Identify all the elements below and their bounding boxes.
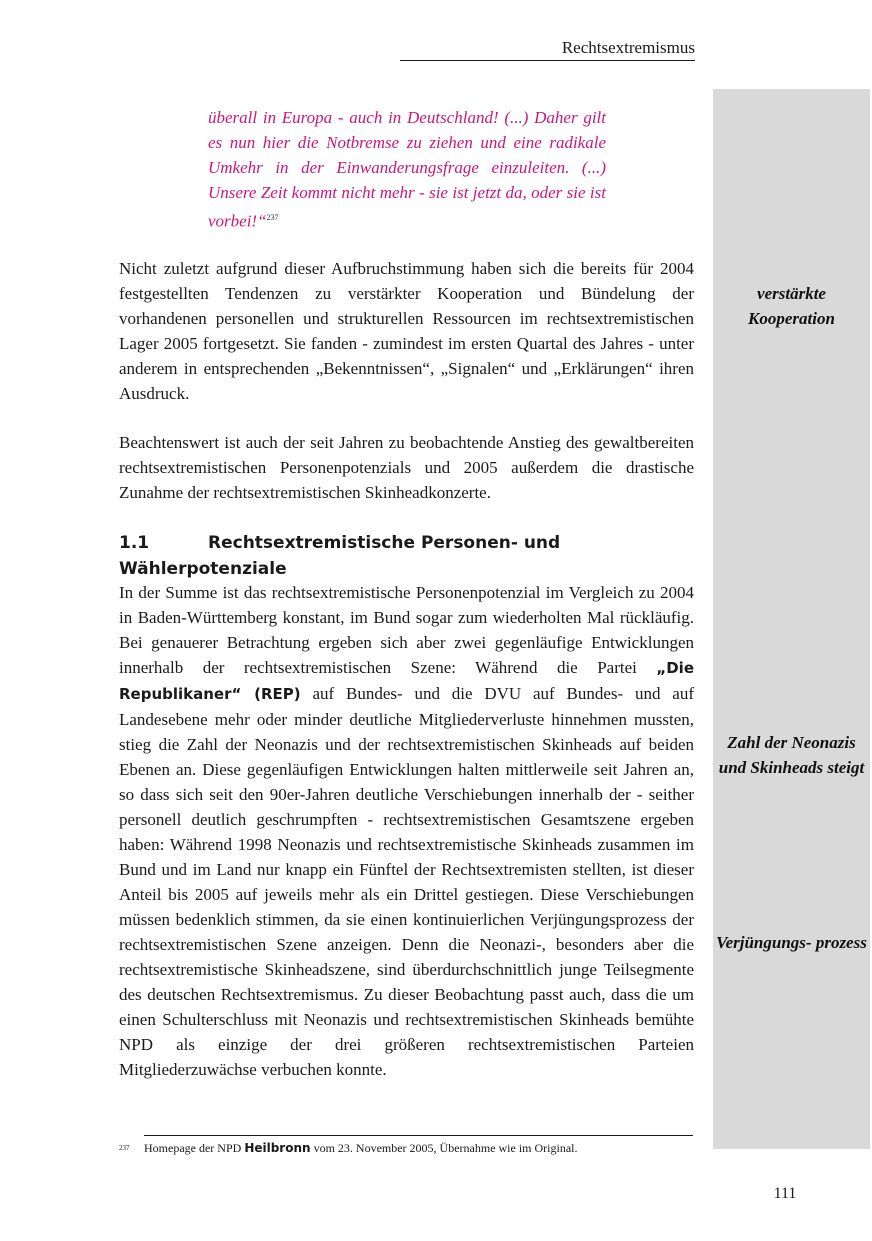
block-quote [208, 105, 606, 234]
page-number: 111 [773, 1185, 797, 1202]
footnote-divider [144, 1135, 693, 1136]
party-name-rep: „Die Republikaner“ (REP) [119, 659, 694, 703]
footnote-number: 237 [119, 1144, 130, 1152]
quote-footnote-ref: 237 [266, 213, 279, 222]
running-header [400, 36, 695, 61]
section-title: Rechtsextremistische Personen- und Wählerpotenziale [119, 533, 561, 579]
margin-note-kooperation: verstärkte Kooperation [748, 284, 835, 328]
section-number: 1.1 [119, 533, 150, 553]
footnote-text-end: vom 23. November 2005, Übernahme wie im Original. [310, 1141, 578, 1155]
margin-note-neonazis: Zahl der Neonazis und Skinheads steigt [718, 733, 865, 777]
margin-sidebar [713, 89, 870, 1149]
quote-text: überall in Europa - auch in Deutschland! (...) Daher gilt es nun hier die Notbremse zu ziehen und eine radikale Umkehr in der Einwanderungsfrage einzuleiten. (...) Unsere Zeit kommt nicht mehr - sie ist jetzt da, oder sie ist vorbei!“ [208, 108, 606, 231]
paragraph-personenpotenzial [119, 580, 694, 1082]
paragraph-kooperation: Nicht zuletzt aufgrund dieser Aufbruchstimmung haben sich die bereits für 2004 festgestellten Tendenzen zu verstärkter Kooperation und Bündelung der vorhandenen personellen und strukturellen Ressourcen im rechtsextremistischen Lager 2005 fortgesetzt. Sie fanden - zumindest im ersten Quartal des Jahres - unter anderem in entsprechenden „Bekenntnissen“, „Signalen“ und „Erklärungen“ ihren Ausdruck. [119, 259, 694, 403]
header-title: Rechtsextremismus [561, 38, 695, 57]
section-heading [119, 530, 694, 582]
margin-note-verjuengung: Verjüngungs- prozess [716, 933, 867, 952]
paragraph-text-end: auf Bundes- und die DVU auf Bundes- und auf Landesebene mehr oder minder deutliche Mitgliederverluste hinnehmen mussten, stieg die Zahl der Neonazis und der rechtsextremistischen Skinheads auf beiden Ebenen an. Diese gegenläufigen Entwicklungen halten mittlerweile seit Jahren an, so dass sich seit den 90er-Jahren deutliche Verschiebungen innerhalb der - seither personell deutlich geschrumpften - rechtsextremistischen Gesamtszene ergeben haben: Während 1998 Neonazis und rechtsextremistische Skinheads zusammen im Bund und im Land nur knapp ein Fünftel der Rechtsextremisten stellten, ist dieser Anteil bis 2005 auf jeweils mehr als ein Drittel gestiegen. Diese Verschiebungen müssen bedenklich stimmen, da sie einen kontinuierlichen Verjüngungsprozess der rechtsextremistischen Szene anzeigen. Denn die Neonazi-, besonders aber die rechtsextremistische Skinheadszene, sind überdurchschnittlich junge Teilsegmente des deutschen Rechtsextremismus. Zu dieser Beobachtung passt auch, dass die um einen Schulterschluss mit Neonazis und rechtsextremistischen Skinheads bemühte NPD als einzige der drei größeren rechtsextremistischen Parteien Mitgliederzuwächse verbuchen konnte. [119, 684, 694, 1079]
paragraph-text-start: In der Summe ist das rechtsextremistische Personenpotenzial im Vergleich zu 2004 in Baden-Württemberg konstant, im Bund sogar zum wiederholten Mal rückläufig. Bei genauerer Betrachtung ergeben sich aber zwei gegenläufige Entwicklungen innerhalb der rechtsextremistischen Szene: Während die Partei [119, 583, 694, 677]
footnote-place: Heilbronn [244, 1141, 311, 1155]
paragraph-gewaltbereit: Beachtenswert ist auch der seit Jahren zu beobachtende Anstieg des gewaltbereiten rechtsextremistischen Personenpotenzials und 2005 außerdem die drastische Zunahme der rechtsextremistischen Skinheadkonzerte. [119, 433, 694, 502]
footnote [119, 1139, 694, 1157]
footnote-text-start: Homepage der NPD [144, 1141, 245, 1155]
